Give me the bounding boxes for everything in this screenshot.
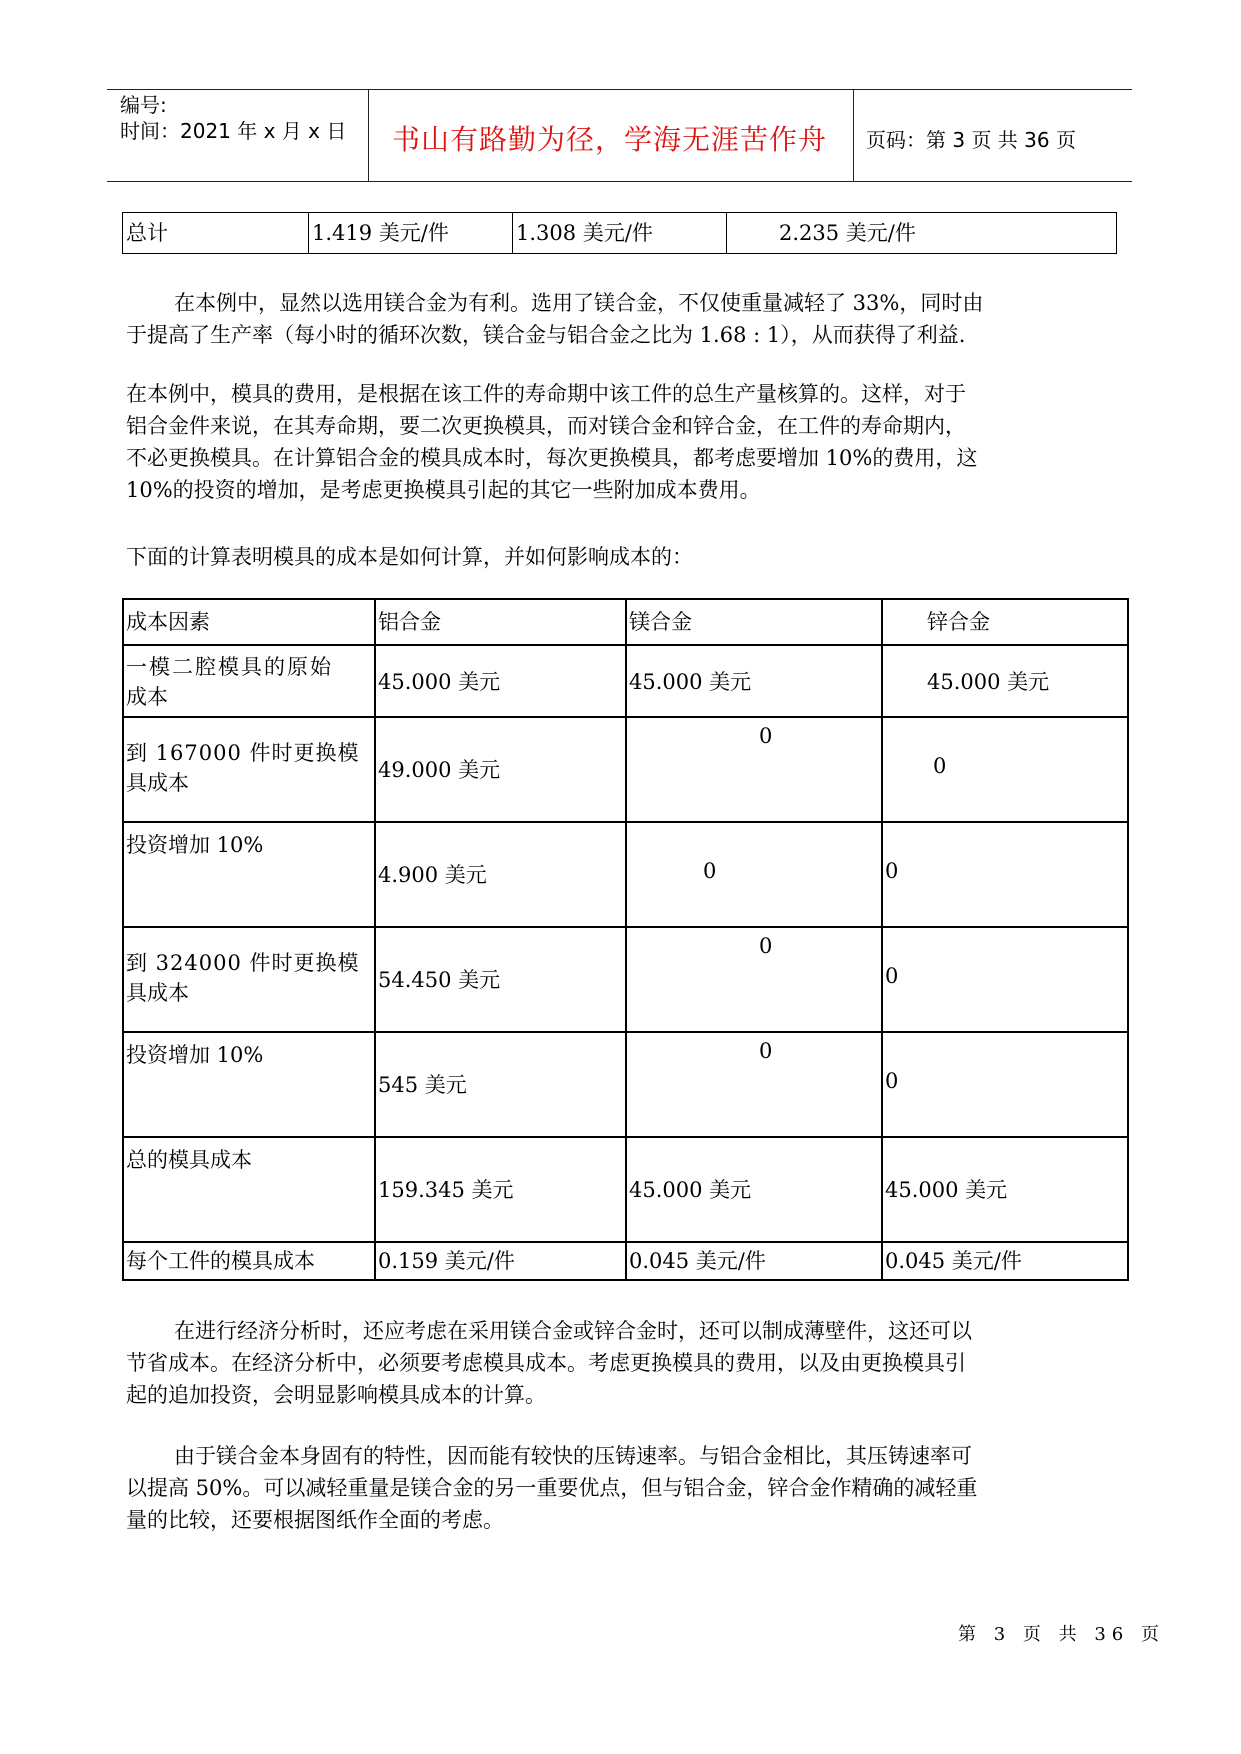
total-magnesium: 1.308 美元/件 <box>513 213 727 254</box>
row-aluminum: 4.900 美元 <box>375 822 626 927</box>
table-row <box>123 1137 1128 1242</box>
header-number-label: 编号: <box>120 93 167 117</box>
paragraph-2-line-1: 在本例中，模具的费用，是根据在该工件的寿命期中该工件的总生产量核算的。这样，对于 <box>126 382 966 406</box>
paragraph-1-line-2: 于提高了生产率（每小时的循环次数，镁合金与铝合金之比为 1.68 : 1），从而获得了利益. <box>126 323 966 347</box>
row-zinc: 0 <box>882 927 1128 1032</box>
header-page-info: 页码：第 3 页 共 36 页 <box>866 128 1076 152</box>
paragraph-2-line-2: 铝合金件来说，在其寿命期，要二次更换模具，而对镁合金和锌合金，在工件的寿命期内， <box>126 414 966 438</box>
paragraph-4 <box>126 1315 1116 1411</box>
paragraph-2-line-3: 不必更换模具。在计算铝合金的模具成本时，每次更换模具，都考虑要增加 10%的费用，这 <box>126 446 978 470</box>
row-factor-line: 总的模具成本 <box>126 1148 252 1172</box>
row-factor-line: 到 324000 件时更换模 <box>126 951 360 975</box>
paragraph-5 <box>126 1440 1116 1536</box>
row-factor-line: 成本 <box>126 685 168 709</box>
paragraph-4-line-3: 起的追加投资，会明显影响模具成本的计算。 <box>126 1383 546 1407</box>
paragraph-1-line-1: 在本例中，显然以选用镁合金为有利。选用了镁合金，不仅使重量减轻了 33%，同时由 <box>174 291 984 315</box>
row-factor <box>123 822 375 927</box>
paragraph-4-line-1: 在进行经济分析时，还应考虑在采用镁合金或锌合金时，还可以制成薄壁件，这还可以 <box>174 1319 972 1343</box>
header-motto: 书山有路勤为径，学海无涯苦作舟 <box>392 123 828 156</box>
header-divider-left <box>368 89 369 181</box>
total-table <box>122 212 1117 254</box>
row-factor-line: 具成本 <box>126 771 189 795</box>
row-factor-line: 具成本 <box>126 981 189 1005</box>
paragraph-5-line-1: 由于镁合金本身固有的特性，因而能有较快的压铸速率。与铝合金相比，其压铸速率可 <box>174 1444 972 1468</box>
paragraph-3-line-1: 下面的计算表明模具的成本是如何计算，并如何影响成本的： <box>126 545 693 569</box>
row-zinc: 45.000 美元 <box>882 1137 1128 1242</box>
row-zinc: 0 <box>882 717 1128 822</box>
header-time-label: 时间：2021 年 x 月 x 日 <box>120 119 347 143</box>
table-row <box>123 717 1128 822</box>
row-aluminum: 45.000 美元 <box>375 645 626 717</box>
total-row <box>123 213 1117 254</box>
header-top-rule <box>107 89 1132 90</box>
row-zinc: 0 <box>882 1032 1128 1137</box>
total-zinc: 2.235 美元/件 <box>727 213 1117 254</box>
header-bottom-rule <box>107 181 1132 182</box>
paragraph-2-line-4: 10%的投资的增加，是考虑更换模具引起的其它一些附加成本费用。 <box>126 478 761 502</box>
row-factor <box>123 1032 375 1137</box>
table-row <box>123 1242 1128 1280</box>
table-row <box>123 927 1128 1032</box>
header-divider-right <box>853 89 854 181</box>
row-factor-line: 投资增加 10% <box>126 833 264 857</box>
paragraph-2 <box>126 378 1116 506</box>
paragraph-3 <box>126 541 1116 573</box>
header-magnesium: 镁合金 <box>626 599 882 645</box>
row-aluminum: 159.345 美元 <box>375 1137 626 1242</box>
row-zinc: 0.045 美元/件 <box>882 1242 1128 1280</box>
row-magnesium: 0.045 美元/件 <box>626 1242 882 1280</box>
row-magnesium: 0 <box>626 1032 882 1137</box>
table-row <box>123 645 1128 717</box>
row-factor <box>123 1242 375 1280</box>
row-factor <box>123 717 375 822</box>
page-footer: 第 3 页 共 36 页 <box>958 1624 1165 1645</box>
row-magnesium: 0 <box>626 927 882 1032</box>
row-factor <box>123 645 375 717</box>
row-factor <box>123 927 375 1032</box>
row-magnesium: 0 <box>626 822 882 927</box>
row-magnesium: 0 <box>626 717 882 822</box>
header-zinc: 锌合金 <box>882 599 1128 645</box>
paragraph-4-line-2: 节省成本。在经济分析中，必须要考虑模具成本。考虑更换模具的费用，以及由更换模具引 <box>126 1351 966 1375</box>
row-magnesium: 45.000 美元 <box>626 645 882 717</box>
row-factor <box>123 1137 375 1242</box>
table-row <box>123 1032 1128 1137</box>
row-factor-line: 到 167000 件时更换模 <box>126 741 360 765</box>
paragraph-1 <box>126 287 1116 351</box>
mold-cost-table <box>122 598 1129 1281</box>
paragraph-5-line-3: 量的比较，还要根据图纸作全面的考虑。 <box>126 1508 504 1532</box>
cost-table-header-row <box>123 599 1128 645</box>
row-aluminum: 49.000 美元 <box>375 717 626 822</box>
table-row <box>123 822 1128 927</box>
paragraph-5-line-2: 以提高 50%。可以减轻重量是镁合金的另一重要优点，但与铝合金，锌合金作精确的减轻重 <box>126 1476 978 1500</box>
row-aluminum: 54.450 美元 <box>375 927 626 1032</box>
total-label: 总计 <box>123 213 309 254</box>
row-zinc: 0 <box>882 822 1128 927</box>
total-aluminum: 1.419 美元/件 <box>309 213 513 254</box>
header-cost-factor: 成本因素 <box>123 599 375 645</box>
row-aluminum: 545 美元 <box>375 1032 626 1137</box>
row-factor-line: 每个工件的模具成本 <box>126 1249 315 1273</box>
row-magnesium: 45.000 美元 <box>626 1137 882 1242</box>
row-aluminum: 0.159 美元/件 <box>375 1242 626 1280</box>
row-factor-line: 投资增加 10% <box>126 1043 264 1067</box>
header-aluminum: 铝合金 <box>375 599 626 645</box>
row-zinc: 45.000 美元 <box>882 645 1128 717</box>
row-factor-line: 一模二腔模具的原始 <box>126 655 333 679</box>
